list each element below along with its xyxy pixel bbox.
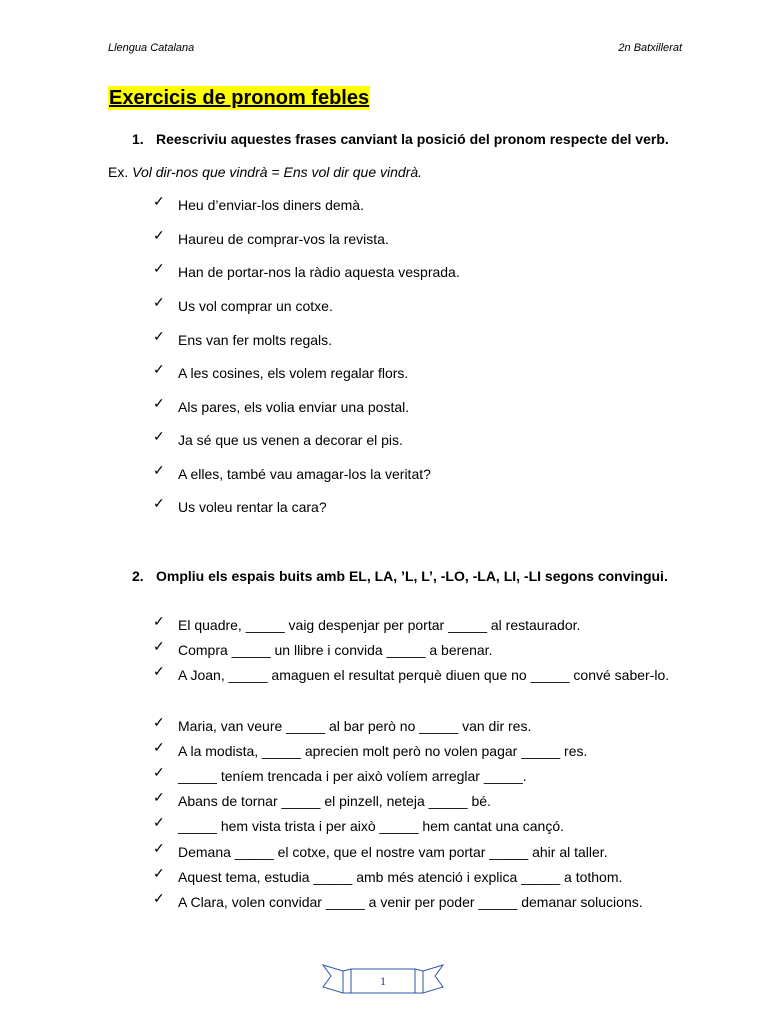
list-item: ✓ A la modista, _____ aprecien molt però no volen pagar _____ res.: [153, 739, 588, 759]
list-item: ✓ El quadre, _____ vaig despenjar per portar _____ al restaurador.: [153, 613, 581, 633]
list-item: ✓ Ens van fer molts regals.: [153, 328, 333, 348]
question-2-number: 2.: [132, 568, 144, 584]
list-item: ✓ A Joan, _____ amaguen el resultat perquè diuen que no _____ convé saber-lo.: [153, 663, 670, 683]
check-icon: ✓: [153, 764, 165, 780]
page-number-banner: [321, 963, 445, 995]
check-icon: ✓: [153, 462, 165, 478]
question-1: [108, 131, 688, 167]
example-prefix: Ex.: [108, 164, 129, 180]
question-2-text: Ompliu els espais buits amb EL, LA, ’L, L’, -LO, -LA, LI, -LI segons convingui.: [156, 568, 668, 584]
list-item: ✓ Maria, van veure _____ al bar però no _____ van dir res.: [153, 714, 532, 734]
list-item: ✓ Als pares, els volia enviar una postal.: [153, 395, 410, 415]
list-item: ✓ A Clara, volen convidar _____ a venir per poder _____ demanar solucions.: [153, 890, 643, 910]
check-icon: ✓: [153, 840, 165, 856]
check-icon: ✓: [153, 193, 165, 209]
question-1-example: [108, 164, 422, 180]
check-icon: ✓: [153, 428, 165, 444]
check-icon: ✓: [153, 789, 165, 805]
list-item: ✓ Ja sé que us venen a decorar el pis.: [153, 428, 403, 448]
question-1-number: 1.: [132, 131, 144, 147]
list-item: ✓ Abans de tornar _____ el pinzell, neteja _____ bé.: [153, 789, 491, 809]
check-icon: ✓: [153, 663, 165, 679]
check-icon: ✓: [153, 739, 165, 755]
list-item: ✓ Haureu de comprar-vos la revista.: [153, 227, 389, 247]
check-icon: ✓: [153, 260, 165, 276]
check-icon: ✓: [153, 638, 165, 654]
list-item: ✓ _____ teníem trencada i per això volíem arreglar _____.: [153, 764, 527, 784]
list-item: ✓ A elles, també vau amagar-los la veritat?: [153, 462, 431, 482]
check-icon: ✓: [153, 714, 165, 730]
page-title: Exercicis de pronom febles: [109, 87, 370, 109]
list-item: ✓ Aquest tema, estudia _____ amb més atenció i explica _____ a tothom.: [153, 865, 623, 885]
check-icon: ✓: [153, 890, 165, 906]
check-icon: ✓: [153, 227, 165, 243]
list-item: ✓ _____ hem vista trista i per això _____ hem cantat una cançó.: [153, 814, 565, 834]
check-icon: ✓: [153, 495, 165, 511]
example-text: Vol dir-nos que vindrà = Ens vol dir que vindrà.: [132, 164, 423, 180]
page-number: 1: [380, 974, 386, 988]
question-1-text: Reescriviu aquestes frases canviant la posició del pronom respecte del verb.: [156, 131, 669, 147]
check-icon: ✓: [153, 395, 165, 411]
page-header: [108, 42, 682, 58]
header-subject: Llengua Catalana: [108, 42, 195, 54]
list-item: ✓ Us voleu rentar la cara?: [153, 495, 327, 515]
list-item: ✓ Compra _____ un llibre i convida _____ a berenar.: [153, 638, 493, 658]
check-icon: ✓: [153, 361, 165, 377]
header-course: 2n Batxillerat: [618, 42, 682, 54]
list-item: ✓ Us vol comprar un cotxe.: [153, 294, 333, 314]
question-2: [108, 568, 688, 604]
check-icon: ✓: [153, 328, 165, 344]
list-item: ✓ Han de portar-nos la ràdio aquesta vesprada.: [153, 260, 460, 280]
check-icon: ✓: [153, 814, 165, 830]
list-item: ✓ Demana _____ el cotxe, que el nostre vam portar _____ ahir al taller.: [153, 840, 608, 860]
list-item: ✓ Heu d’enviar-los diners demà.: [153, 193, 364, 213]
list-item: ✓ A les cosines, els volem regalar flors.: [153, 361, 409, 381]
check-icon: ✓: [153, 294, 165, 310]
check-icon: ✓: [153, 865, 165, 881]
check-icon: ✓: [153, 613, 165, 629]
